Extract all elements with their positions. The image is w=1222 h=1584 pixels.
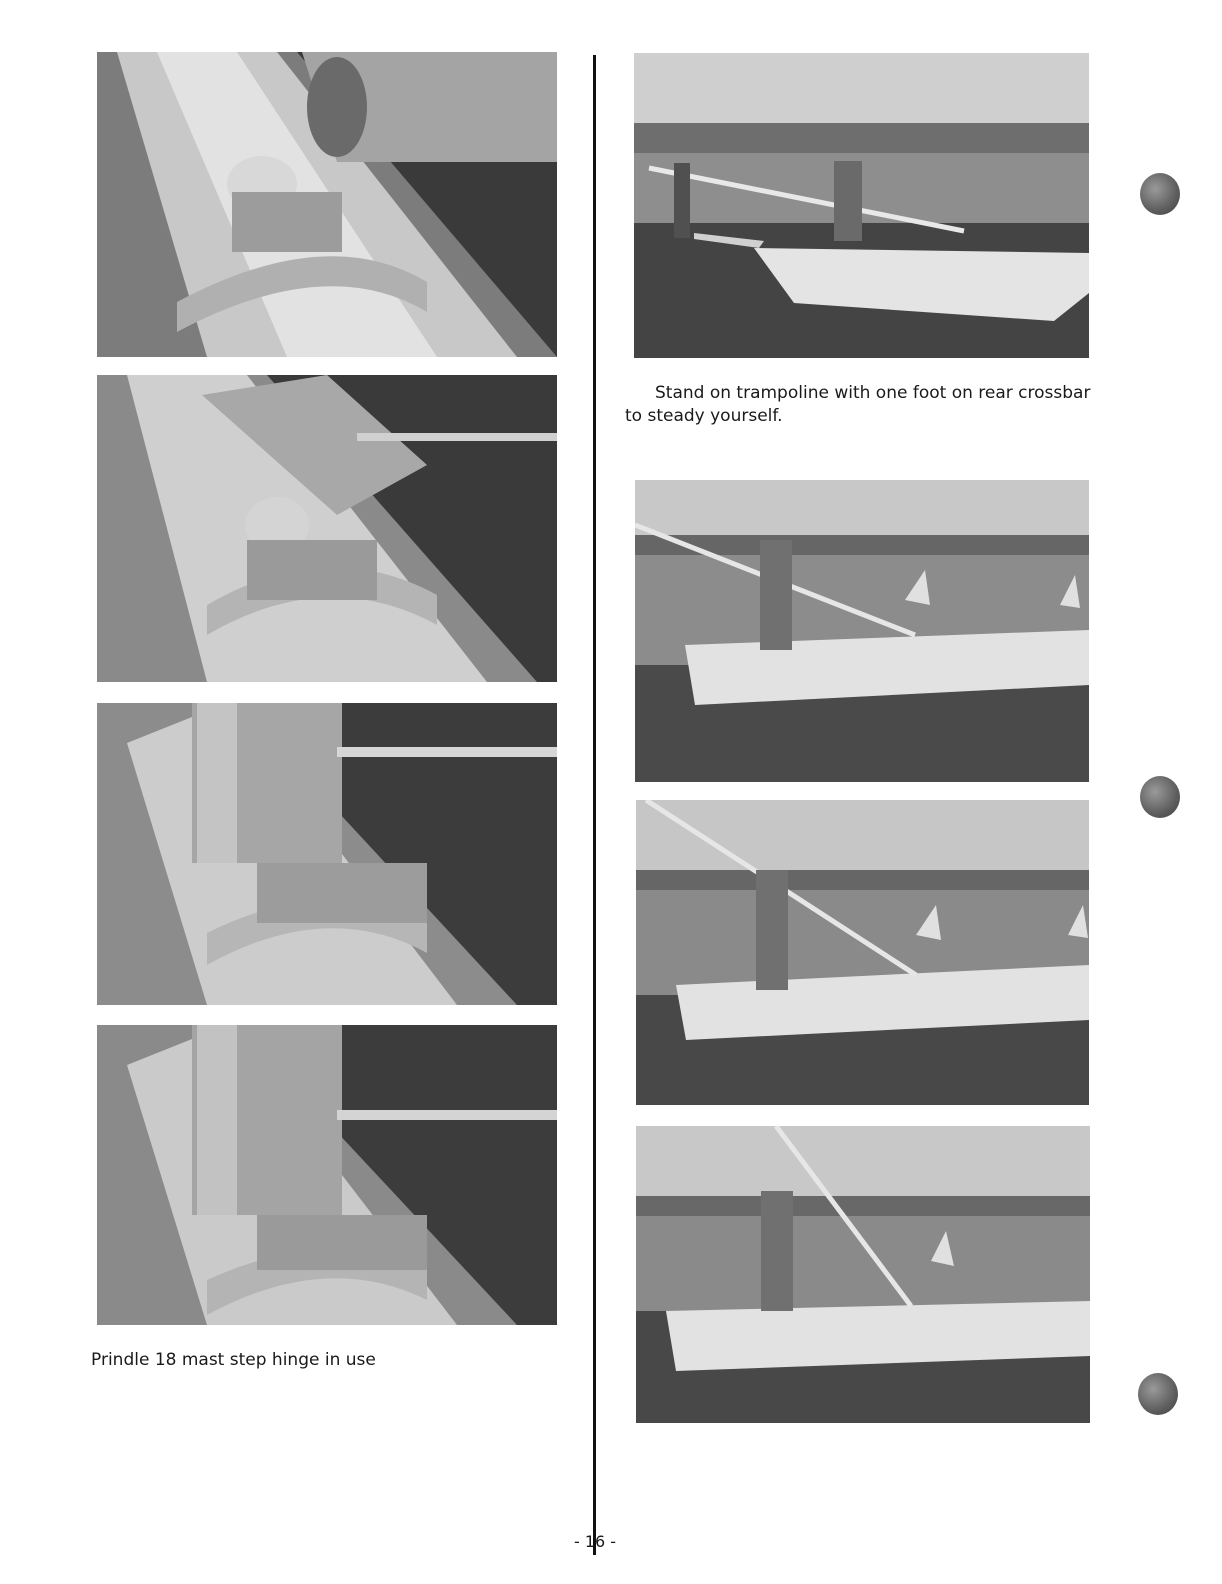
binder-hole-middle — [1140, 776, 1180, 818]
binder-hole-top — [1140, 173, 1180, 215]
boat-photo-4 — [636, 1126, 1090, 1423]
boat-photo-1 — [634, 53, 1089, 358]
column-divider — [593, 55, 596, 1555]
right-caption: Stand on trampoline with one foot on rear crossbar to steady yourself. — [625, 383, 1091, 426]
hinge-photo-3 — [97, 703, 557, 1005]
hinge-photo-1 — [97, 52, 557, 357]
hinge-photo-4 — [97, 1025, 557, 1325]
boat-photo-2 — [635, 480, 1089, 782]
boat-photo-3 — [636, 800, 1089, 1105]
binder-hole-bottom — [1138, 1373, 1178, 1415]
hinge-photo-2 — [97, 375, 557, 682]
left-caption: Prindle 18 mast step hinge in use — [91, 1350, 376, 1370]
page-number: - 16 - — [573, 1532, 617, 1551]
